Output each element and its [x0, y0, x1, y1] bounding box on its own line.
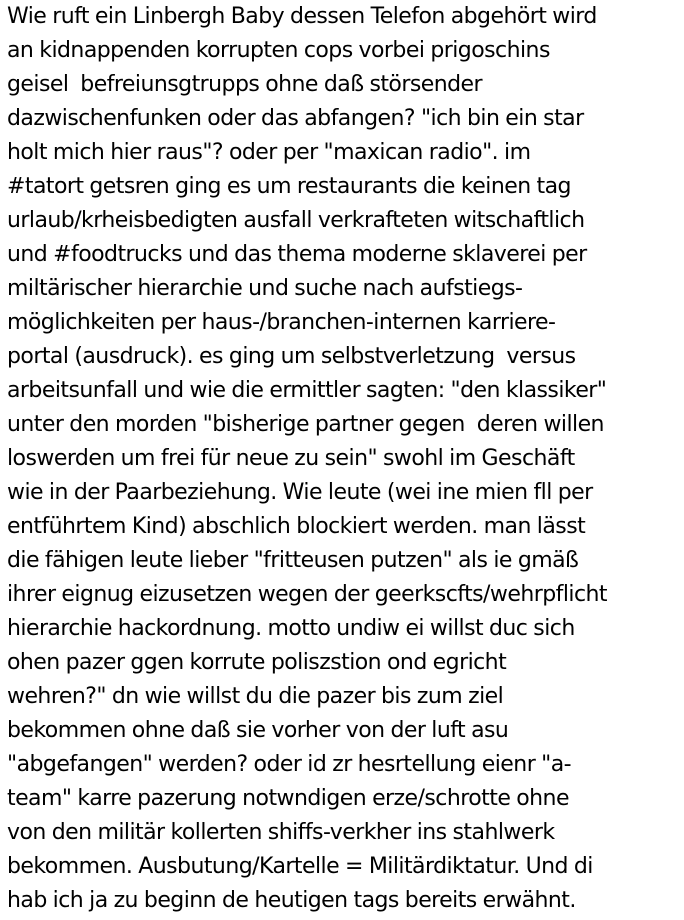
text-line: ihrer eignug eizusetzen wegen der geerkscfts/wehrpflicht: [7, 582, 607, 607]
text-line: hab ich ja zu beginn de heutigen tags bereits erwähnt.: [7, 888, 576, 913]
text-line: unter den morden "bisherige partner gegen deren willen: [7, 412, 604, 437]
text-line: miltärischer hierarchie und suche nach aufstiegs-: [7, 276, 523, 301]
text-line: loswerden um frei für neue zu sein" swohl im Geschäft: [7, 446, 575, 471]
text-line: wie in der Paarbeziehung. Wie leute (wei ine mien fll per: [7, 480, 593, 505]
text-line: bekommen. Ausbutung/Kartelle = Militärdiktatur. Und di: [7, 854, 593, 879]
text-line: Wie ruft ein Linbergh Baby dessen Telefon abgehört wird: [7, 4, 597, 29]
text-line: ohen pazer ggen korrute poliszstion ond egricht: [7, 650, 507, 675]
text-line: #tatort getsren ging es um restaurants die keinen tag: [7, 174, 571, 199]
text-line: bekommen ohne daß sie vorher von der luft asu: [7, 718, 509, 743]
text-line: arbeitsunfall und wie die ermittler sagten: "den klassiker": [7, 378, 607, 403]
text-line: und #foodtrucks und das thema moderne sklaverei per: [7, 242, 587, 267]
document-body: [7, 0, 681, 918]
text-line: entführtem Kind) abschlich blockiert werden. man lässt: [7, 514, 586, 539]
text-line: von den militär kollerten shiffs-verkher ins stahlwerk: [7, 820, 555, 845]
text-line: wehren?" dn wie willst du die pazer bis zum ziel: [7, 684, 504, 709]
text-line: portal (ausdruck). es ging um selbstverletzung versus: [7, 344, 576, 369]
text-line: an kidnappenden korrupten cops vorbei prigoschins: [7, 38, 550, 63]
text-line: holt mich hier raus"? oder per "maxican radio". im: [7, 140, 531, 165]
text-line: urlaub/krheisbedigten ausfall verkrafteten witschaftlich: [7, 208, 585, 233]
text-line: die fähigen leute lieber "fritteusen putzen" als ie gmäß: [7, 548, 579, 573]
text-line: möglichkeiten per haus-/branchen-internen karriere-: [7, 310, 556, 335]
text-line: dazwischenfunken oder das abfangen? "ich bin ein star: [7, 106, 584, 131]
text-line: hierarchie hackordnung. motto undiw ei willst duc sich: [7, 616, 575, 641]
text-line: geisel befreiunsgtrupps ohne daß störsender: [7, 72, 483, 97]
text-line: team" karre pazerung notwndigen erze/schrotte ohne: [7, 786, 569, 811]
text-line: "abgefangen" werden? oder id zr hesrtellung eienr "a-: [7, 752, 572, 777]
